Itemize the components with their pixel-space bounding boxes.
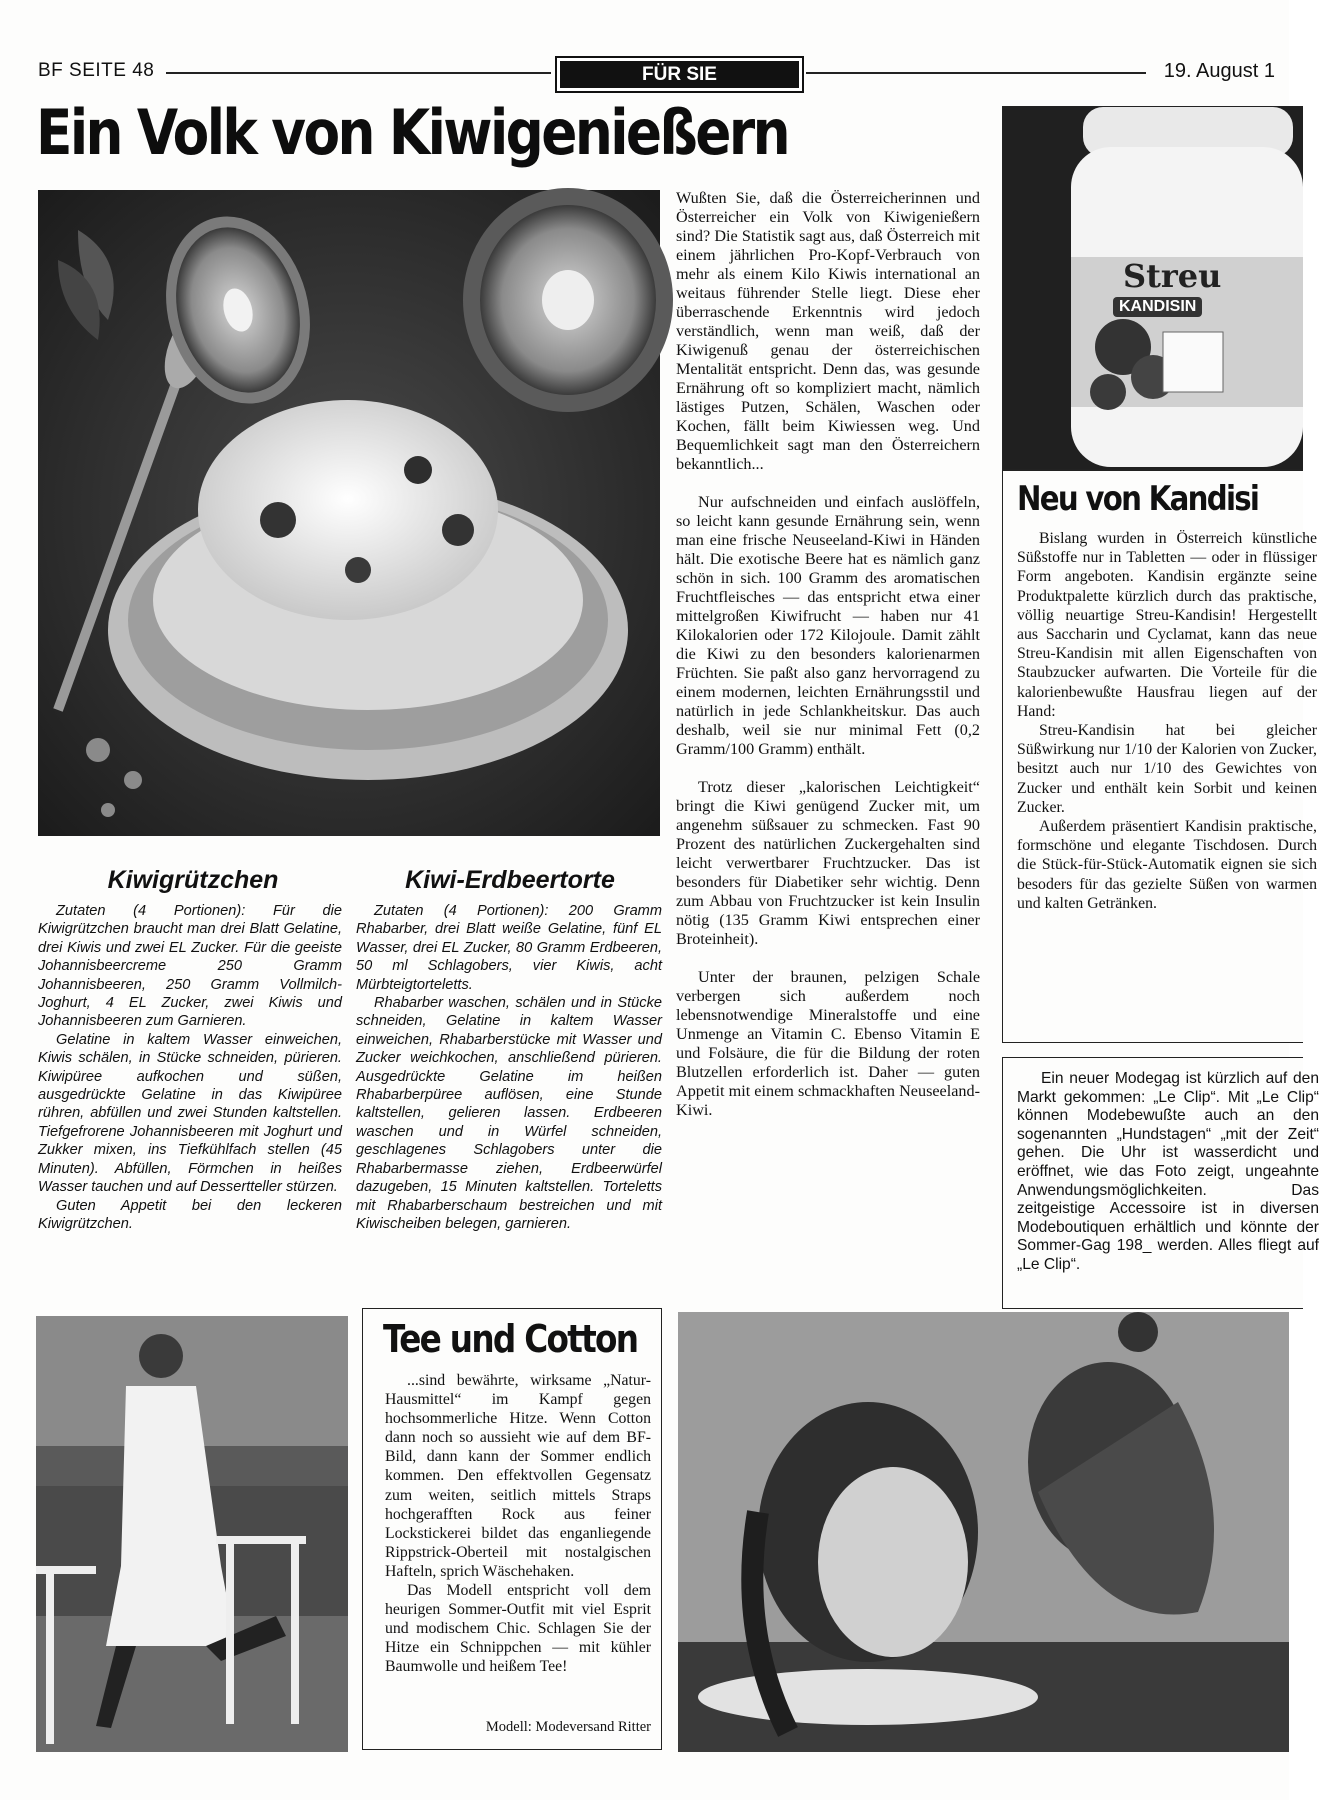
section-badge: FÜR SIE	[555, 56, 804, 93]
tee-text	[385, 1371, 651, 1677]
main-headline: Ein Volk von Kiwigenießern	[36, 96, 788, 169]
tee-credit: Modell: Modeversand Ritter	[485, 1719, 651, 1735]
kandisin-label: Streu	[1123, 257, 1222, 295]
kandisin-title: Neu von Kandisi	[1017, 479, 1259, 519]
header-rule-left	[166, 72, 551, 74]
article-paragraph: Wußten Sie, daß die Österreicherinnen und Österreicher ein Volk von Kiwigenießern sind? Die Statistik sagt aus, daß Österreich mit einem jährlichen Pro-Kopf-Verbrauch von mehr als einem Kilo Kiwis international an weitaus führender Stelle liegt. Diese eher überraschende Erkenntnis wird jedoch verständlich, wenn man weiß, daß der Kiwigenuß genau der österreichischen Mentalität entspricht. Denn das, was gesunde Ernährung oft so kompliziert macht, nämlich lästiges Putzen, Schälen, Waschen oder Kochen, fällt beim Kiwiessen weg. Und Bequemlichkeit sagt man den Österreichern bekanntlich...	[676, 189, 980, 473]
tee-und-cotton-box	[362, 1308, 662, 1750]
recipe-title-kiwi-erdbeertorte: Kiwi-Erdbeertorte	[405, 866, 615, 894]
fashion-model-photo	[36, 1316, 348, 1752]
recipe-title-kiwigruetzchen: Kiwigrützchen	[107, 866, 279, 894]
article-paragraph: Trotz dieser „kalorischen Leichtigkeit“ bringt die Kiwi genügend Zucker mit, um angenehm süßsauer zu schmecken. Fast 90 Prozent des natürlichen Zuckergehalten sind leicht verwertbarer Fruchtzucker. Das ist besonders für Diabetiker sehr wichtig. Denn zum Abbau von Fruchtzucker ist kein Insulin nötig (135 Gramm Kiwi entsprechen einer Broteinheit).	[676, 778, 980, 948]
recipe-kiwigruetzchen-text	[38, 902, 342, 1233]
article-paragraph: Unter der braunen, pelzigen Schale verbergen sich außerdem noch lebensnotwendige Mineralstoffe und eine Unmenge an Vitamin C. Ebenso Vitamin E und Folsäure, die für die Bildung der roten Blutzellen erforderlich ist. Daher — guten Appetit mit einem schmackhaften Neuseeland-Kiwi.	[676, 968, 980, 1119]
recipe-erdbeertorte-text	[356, 902, 662, 1233]
recipe-paragraph: Gelatine in kaltem Wasser einweichen, Kiwis schälen, in Stücke schneiden, pürieren. Kiwipüree aufkochen und süßen, ausgedrückte Gelatine in das Kiwipüree rühren, abfüllen und zwei Stunden kaltstellen. Tiefgefrorene Johannisbeeren mit Joghurt und Zukker mixen, ins Tiefkühlfach stellen (45 Minuten). Abfüllen, Förmchen in heißes Wasser tauchen und auf Dessertteller stürzen.	[38, 1031, 342, 1196]
tee-title: Tee und Cotton	[383, 1317, 638, 1361]
recipe-paragraph: Zutaten (4 Portionen): Für die Kiwigrützchen braucht man drei Blatt Gelatine, drei Kiwis und zwei EL Zucker. Für die geeiste Johannisbeercreme 250 Gramm Johannisbeeren, 250 Gramm Vollmilch-Joghurt, 4 EL Zucker, zwei Kiwis und Johannisbeeren zum Garnieren.	[38, 903, 342, 1030]
kandisin-divider	[1003, 469, 1303, 471]
kandisin-paragraph: Streu-Kandisin hat bei gleicher Süßwirkung nur 1/10 der Kalorien von Zucker, besitzt auch nur 1/10 des Gewichtes von Zucker und enthält kein Sorbit und keinen Zucker.	[1017, 722, 1317, 816]
kandisin-product-photo	[1003, 107, 1303, 469]
page-number: BF SEITE 48	[38, 60, 155, 81]
recipe-paragraph: Guten Appetit bei den leckeren Kiwigrützchen.	[38, 1197, 342, 1232]
girl-with-dog-photo	[678, 1312, 1289, 1752]
le-clip-text	[1017, 1070, 1319, 1275]
kandisin-paragraph: Bislang wurden in Österreich künstliche Süßstoffe nur in Tabletten — oder in flüssiger Form angeboten. Kandisin ergänzte seine Produktpalette kürzlich durch das praktische, völlig neuartige Streu-Kandisin! Hergestellt aus Saccharin und Cyclamat, kann das neue Streu-Kandisin mit allen Eigenschaften von Staubzucker aufwarten. Die Vorteile für die kalorienbewußte Hausfrau liegen auf der Hand:	[1017, 530, 1317, 720]
kandisin-box	[1002, 106, 1317, 1043]
article-paragraph: Nur aufschneiden und einfach auslöffeln, so leicht kann gesunde Ernährung sein, wenn man eine frische Neuseeland-Kiwi in Händen hält. Die exotische Beere hat es nämlich ganz schön in sich. 100 Gramm des aromatischen Fruchtfleisches — das entspricht etwa einer mittelgroßen Kiwifrucht — haben nur 41 Kilokalorien oder 172 Kilojoule. Damit zählt die Kiwi zu den besonders kalorienarmen Früchten. Sie paßt also ganz hervorragend zu einem modernen, leichten Ernährungsstil und natürlich in jede Schlankheitskur. Das auch deshalb, weil sie nur minimal Fett (0,2 Gramm/100 Gramm) enthält.	[676, 493, 980, 758]
kandisin-sublabel: KANDISIN	[1113, 297, 1202, 317]
kiwi-tart-photo	[38, 190, 660, 836]
tee-paragraph: ...sind bewährte, wirksame „Natur-Hausmittel“ im Kampf gegen hochsommerliche Hitze. Wenn Cotton dann noch so aussieht wie auf dem BF-Bild, dann kann der Sommer endlich kommen. Den effektvollen Gegensatz zum weiten, seitlich mittels Straps hochgerafften Rock aus feiner Lockstickerei bildet das enganliegende Rippstrick-Oberteil mit nostalgischen Hafteln, sprich Wäschehaken.	[385, 1372, 651, 1580]
recipe-paragraph: Rhabarber waschen, schälen und in Stücke schneiden, Gelatine in kaltem Wasser einweichen, Rhabarberstücke mit Wasser und Zucker weichkochen, anschließend pürieren. Ausgedrückte Gelatine im heißen Rhabarberpüree auflösen, eine Stunde kaltstellen, gelieren lassen. Erdbeeren waschen und in Würfel schneiden, geschlagenes Schlagobers unter die Rhabarbermasse ziehen, Erdbeerwürfel dazugeben, 15 Minuten kaltstellen. Torteletts mit Rhabarberschaum bestreichen und mit Kiwischeiben belegen, garnieren.	[356, 995, 662, 1232]
main-article-column	[676, 189, 980, 1120]
kandisin-text	[1017, 529, 1317, 913]
tee-paragraph: Das Modell entspricht voll dem heurigen Sommer-Outfit mit viel Esprit und modischem Chic. Schlagen Sie der Hitze ein Schnippchen — mit kühler Baumwolle und heißem Tee!	[385, 1582, 651, 1676]
recipe-paragraph: Zutaten (4 Portionen): 200 Gramm Rhabarber, drei Blatt weiße Gelatine, fünf EL Wasser, drei EL Zucker, 80 Gramm Erdbeeren, 50 ml Schlagobers, vier Kiwis, acht Mürbteigtorteletts.	[356, 903, 662, 993]
le-clip-paragraph: Ein neuer Modegag ist kürzlich auf den Markt gekommen: „Le Clip“. Mit „Le Clip“ können Modebewußte auch an den sogenannten „Hundstagen“ „mit der Zeit“ gehen. Die Uhr ist wasserdicht und eröffnet, wie das Foto zeigt, ungeahnte Anwendungsmöglichkeiten. Das zeitgeistige Accessoire ist in diversen Modeboutiquen erhältlich und könnte der Sommer-Gag 198_ werden. Alles fliegt auf „Le Clip“.	[1017, 1070, 1319, 1273]
header-rule-right	[806, 72, 1146, 74]
issue-date: 19. August 1	[1163, 60, 1275, 82]
le-clip-box	[1002, 1057, 1319, 1309]
kandisin-paragraph: Außerdem präsentiert Kandisin praktische, formschöne und elegante Tischdosen. Durch die Stück-für-Stück-Automatik eignen sie sich besoders für das gezielte Süßen von warmen und kalten Getränken.	[1017, 818, 1317, 912]
